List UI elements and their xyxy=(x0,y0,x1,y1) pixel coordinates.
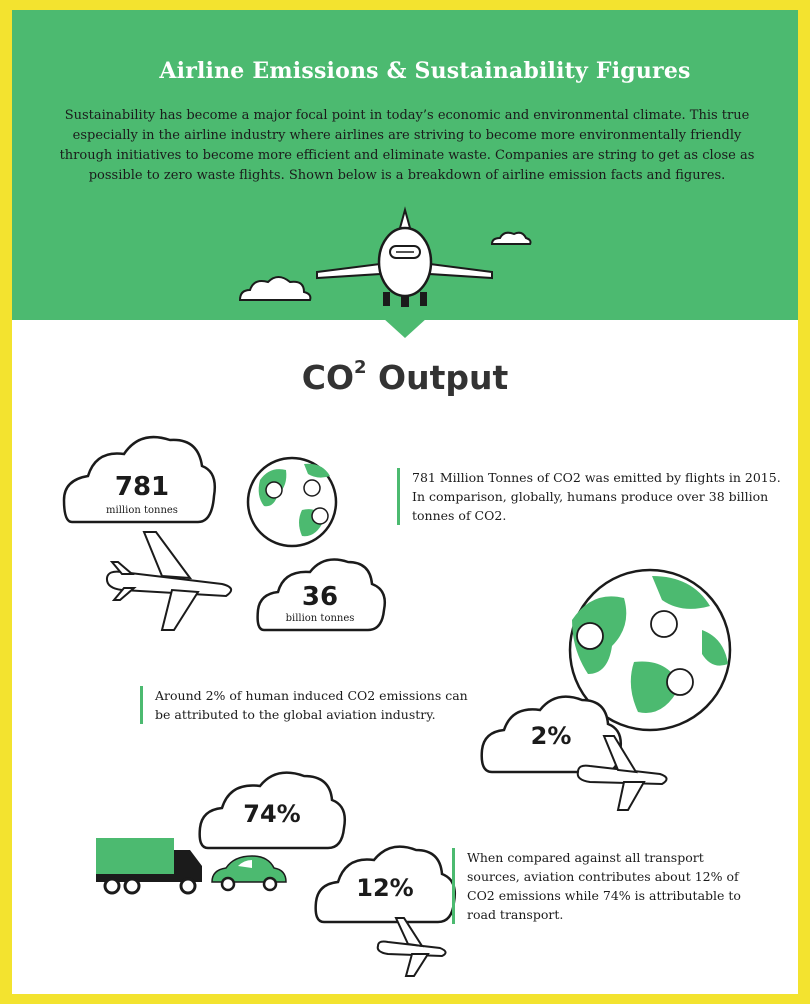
intro-text: Sustainability has become a major focal point in today’s economic and environmental climate. This true especially in the airline industry where airlines are striving to become more environmentally friendly through initiatives to become more efficient and eliminate waste. Companies are string to get as close as possible to zero waste flights. Shown below is a breakdown of airline emission facts and figures. xyxy=(59,108,755,183)
truck-icon xyxy=(96,838,202,893)
fact-transport-comparison: When compared against all transport sources, aviation contributes about 12% of CO2 emissions while 74% is attributable to road transport. xyxy=(452,848,757,924)
aviation-transport-share-value: 12% xyxy=(356,874,414,902)
airplane-icon xyxy=(107,532,231,630)
car-icon xyxy=(212,856,286,890)
flights-emissions-value: 781 xyxy=(114,472,170,502)
human-emissions-unit: billion tonnes xyxy=(285,613,355,624)
fact-flights-emissions: 781 Million Tonnes of CO2 was emitted by flights in 2015. In comparison, globally, humans produce over 38 billion tonnes of CO2. xyxy=(397,468,792,525)
section-title: $CO^2$ Output xyxy=(301,357,509,397)
infographic xyxy=(12,10,798,994)
flights-emissions-unit: million tonnes xyxy=(106,505,178,516)
human-emissions-value: 36 xyxy=(301,582,339,612)
aviation-share-value: 2% xyxy=(530,722,572,750)
globe-icon xyxy=(248,458,336,546)
fact-aviation-share: Around 2% of human induced CO2 emissions can be attributed to the global aviation industry. xyxy=(140,686,475,724)
airplane-icon xyxy=(378,918,446,976)
page-title: Airline Emissions & Sustainability Figures xyxy=(159,58,691,84)
road-share-value: 74% xyxy=(243,800,301,828)
